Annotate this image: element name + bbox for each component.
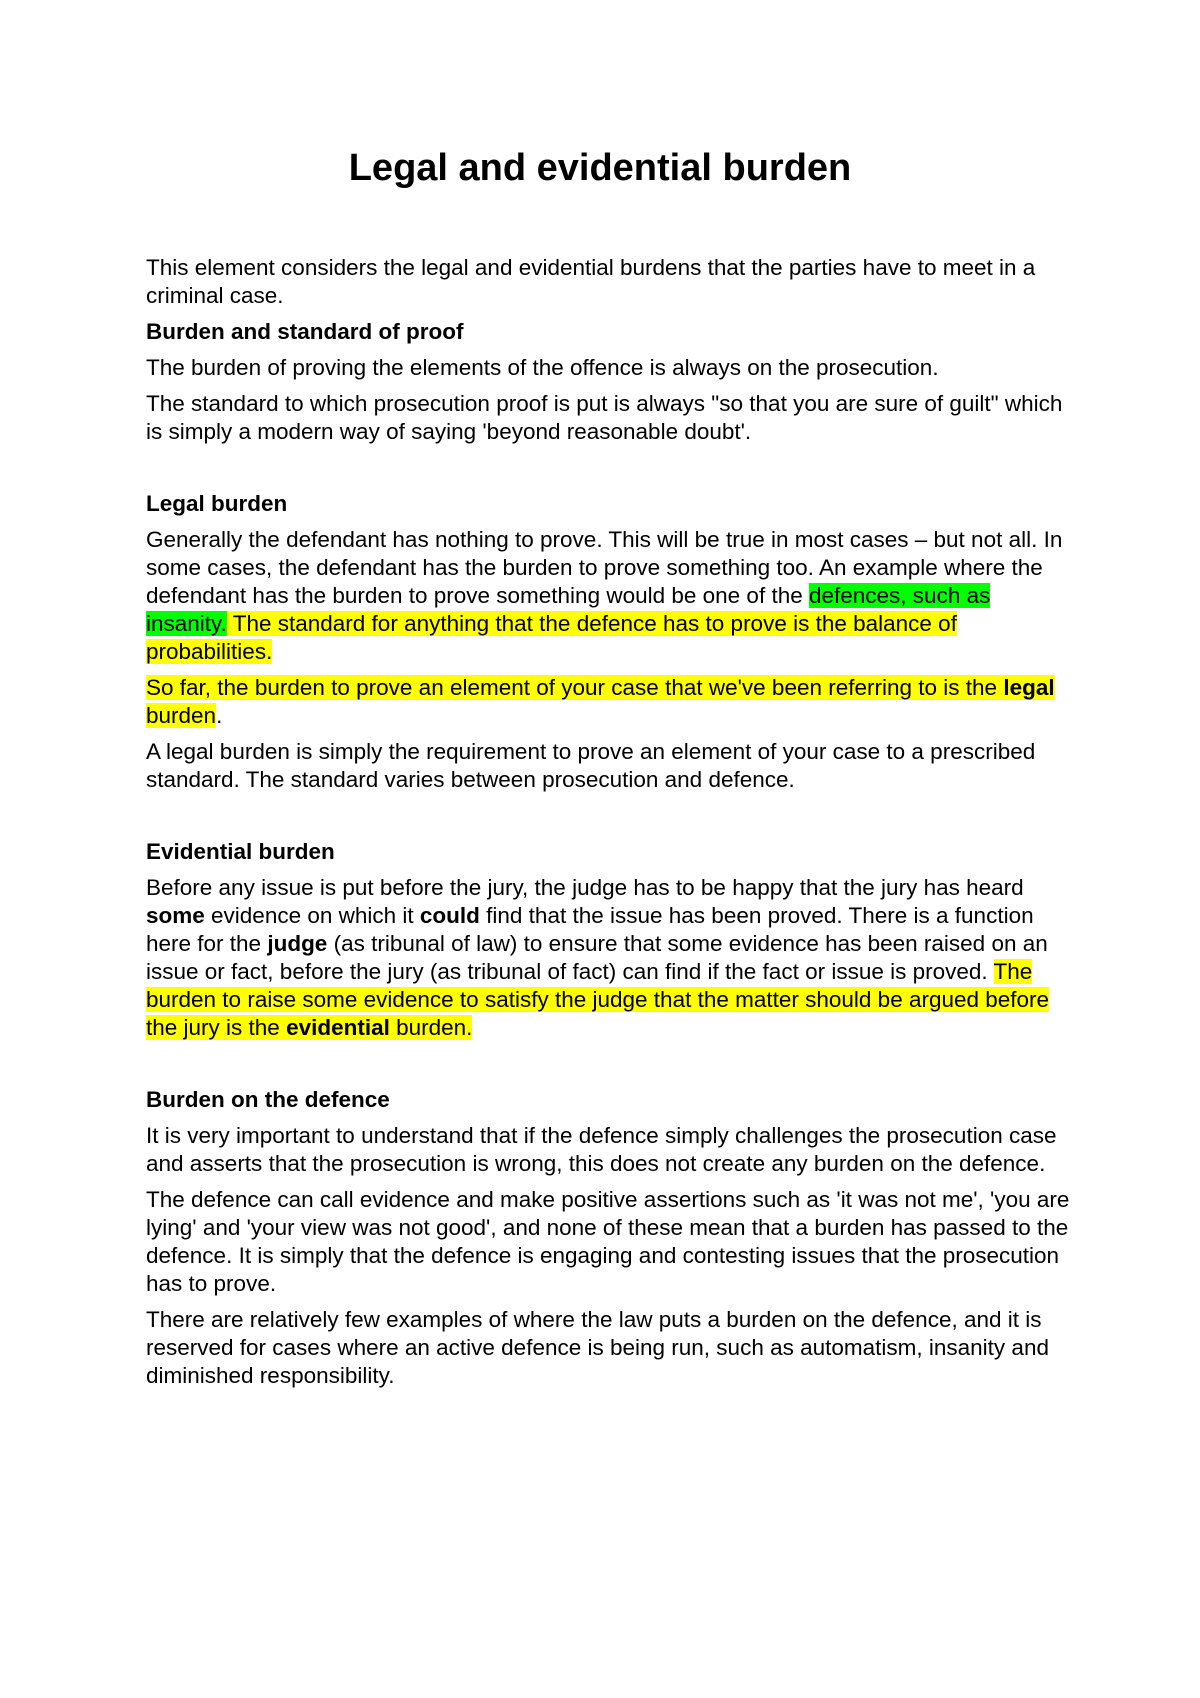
- paragraph-defence-challenge: It is very important to understand that if the defence simply challenges the prosecution case and asserts that the prosecution is wrong, this does not create any burden on the defence.: [146, 1123, 1057, 1176]
- document-body: [146, 254, 1076, 1398]
- paragraph-burden-prosecution: The burden of proving the elements of the offence is always on the prosecution.: [146, 355, 939, 380]
- text-run: Before any issue is put before the jury, the judge has to be happy that the jury has heard: [146, 875, 1024, 900]
- section-gap: [146, 802, 1076, 838]
- text-run: The burden to raise some evidence to satisfy the judge that the matter should be argued before the jury is the: [146, 959, 1050, 1040]
- text-run: burden: [146, 703, 217, 728]
- green-highlight: defences, such as insanity.: [146, 583, 991, 636]
- heading-burden-standard: Burden and standard of proof: [146, 319, 464, 344]
- text-run: Generally the defendant has nothing to prove. This will be true in most cases – but not all. In some cases, the defendant has the burden to prove something too. An example where the defendant has the burden to prove something would be one of the: [146, 527, 1063, 608]
- bold-term-judge: judge: [267, 931, 328, 956]
- text-run: evidence on which it: [204, 903, 420, 928]
- section-gap: [146, 454, 1076, 490]
- intro-paragraph: This element considers the legal and evidential burdens that the parties have to meet in a criminal case.: [146, 255, 1036, 308]
- bold-term-legal: legal: [1003, 675, 1055, 700]
- paragraph-defence-examples: There are relatively few examples of where the law puts a burden on the defence, and it is reserved for cases where an active defence is being run, such as automatism, insanity and diminished responsibility.: [146, 1307, 1049, 1388]
- heading-burden-on-defence: Burden on the defence: [146, 1087, 390, 1112]
- heading-legal-burden: Legal burden: [146, 491, 288, 516]
- paragraph-standard-of-proof: The standard to which prosecution proof is put is always "so that you are sure of guilt" which is simply a modern way of saying 'beyond reasonable doubt'.: [146, 391, 1063, 444]
- document-title: Legal and evidential burden: [348, 147, 852, 189]
- bold-term-could: could: [419, 903, 480, 928]
- paragraph-legal-burden-definition: [146, 674, 1076, 730]
- heading-evidential-burden: Evidential burden: [146, 839, 335, 864]
- text-run: burden.: [389, 1015, 473, 1040]
- paragraph-legal-burden-requirement: A legal burden is simply the requirement to prove an element of your case to a prescribed standard. The standard varies between prosecution and defence.: [146, 739, 1036, 792]
- yellow-highlight: [146, 675, 1055, 728]
- text-run: .: [216, 703, 223, 728]
- paragraph-legal-burden-general: [146, 526, 1076, 666]
- paragraph-defence-assertions: The defence can call evidence and make positive assertions such as 'it was not me', 'you are lying' and 'your view was not good', and none of these mean that a burden has passed to the defence. It is simply that the defence is engaging and contesting issues that the prosecution has to prove.: [146, 1187, 1070, 1296]
- text-run: So far, the burden to prove an element of your case that we've been referring to is the: [146, 675, 1004, 700]
- yellow-highlight: The standard for anything that the defence has to prove is the balance of probabilities.: [146, 611, 957, 664]
- text-run: find that the issue has been proved. There is a function here for the: [146, 903, 1034, 956]
- bold-term-evidential: evidential: [286, 1015, 390, 1040]
- bold-term-some: some: [146, 903, 205, 928]
- paragraph-evidential-burden: [146, 874, 1076, 1042]
- text-run: (as tribunal of law) to ensure that some evidence has been raised on an issue or fact, before the jury (as tribunal of fact) can find if the fact or issue is proved.: [146, 931, 1048, 984]
- section-gap: [146, 1050, 1076, 1086]
